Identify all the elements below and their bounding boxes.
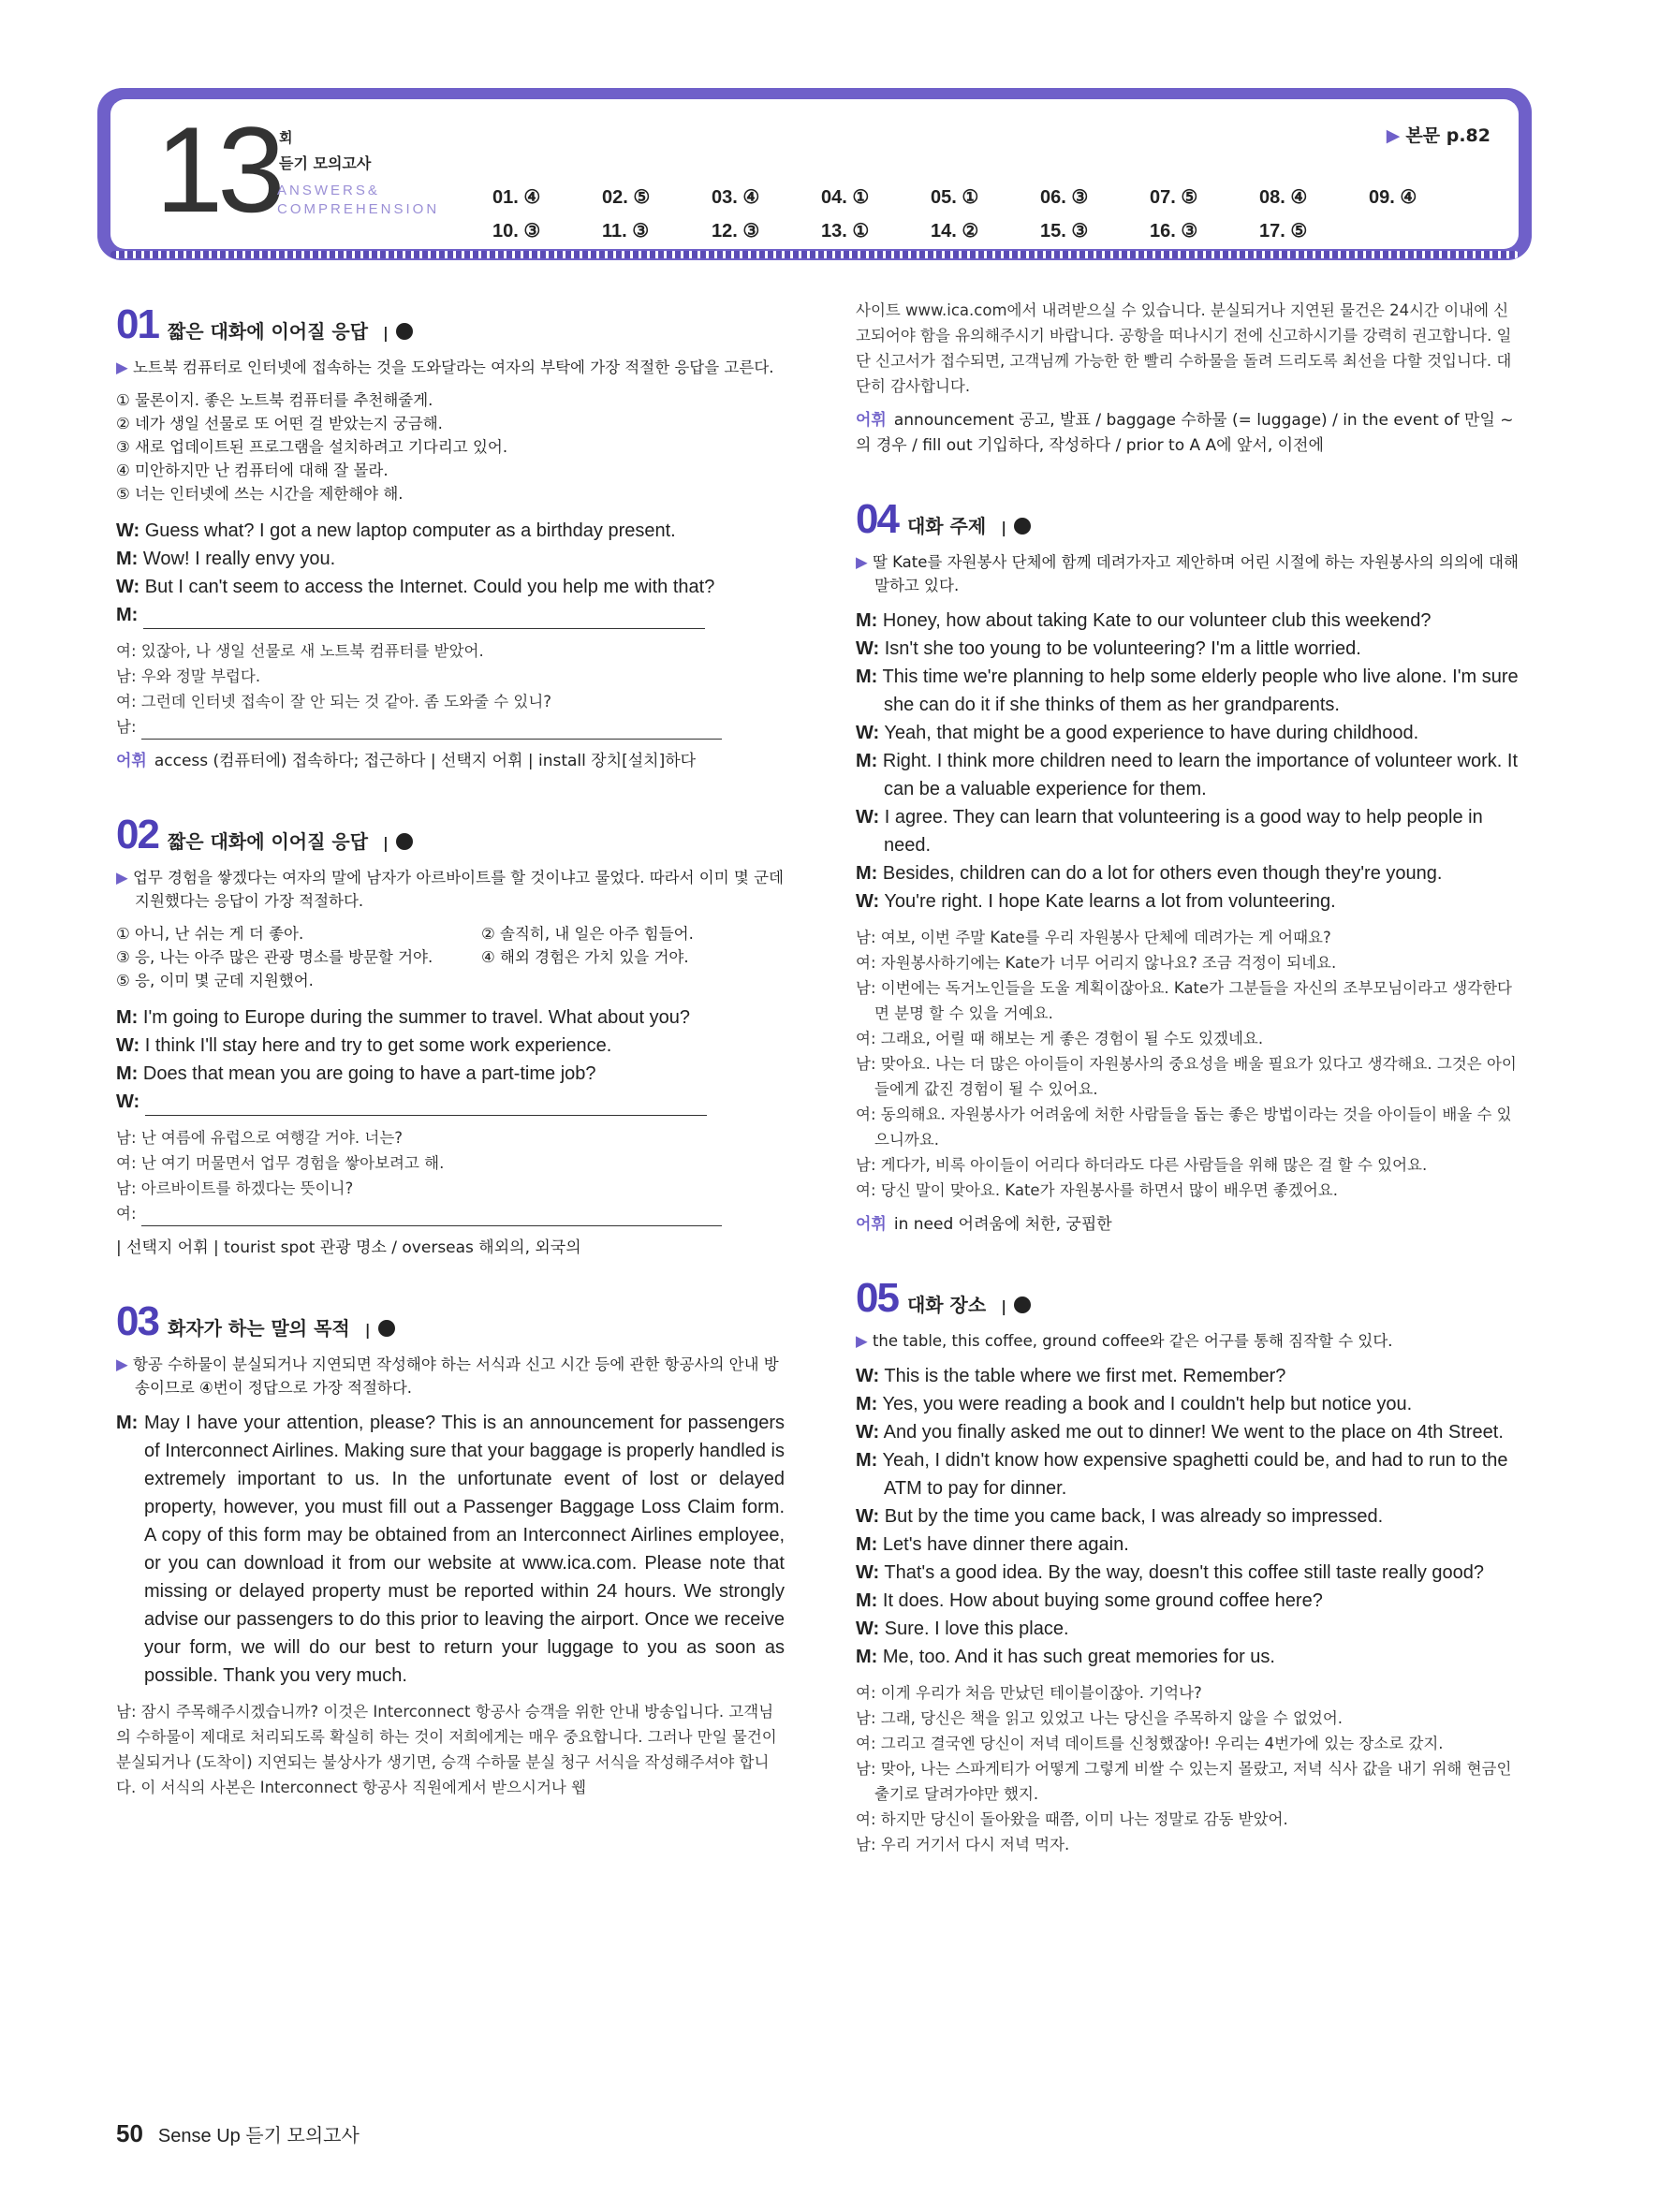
explanation-text: 업무 경험을 쌓겠다는 여자의 말에 남자가 아르바이트를 할 것이냐고 물었다. 따라서 이미 몇 군데 지원했다는 응답이 가장 적절하다. [132,869,784,910]
line-text: Honey, how about taking Kate to our volunteer club this weekend? [882,610,1432,631]
answer-header-panel [110,99,1519,249]
dialogue-line [856,859,1522,887]
translation-line [116,1201,785,1226]
speaker-label: W: [856,1422,880,1443]
speaker-label: W: [856,1506,880,1527]
explanation-text: the table, this coffee, ground coffee와 같은 어구를 통해 짐작할 수 있다. [872,1332,1393,1350]
section-number: 04 [856,496,898,542]
translation-line [856,1706,1522,1731]
answer-item: 14. ② [931,221,979,242]
page-footer [116,2119,360,2148]
section-title: 대화 장소 [906,1294,987,1316]
speaker-label: 여: [116,642,137,660]
dialogue-line [856,1390,1522,1418]
korean-text: 사이트 www.ica.com에서 내려받으실 수 있습니다. 분실되거나 지연된 물건은 24시간 이내에 신고되어야 함을 유의해주시기 바랍니다. 공항을 떠나시기 전에 신고하시기를 강력히 권고합니다. 일단 신고서가 접수되면, 고객님께 가능한 한 빨리 수하물을 돌려 드리도록 최선을 다할 것입니다. 대단히 감사합니다. [856,301,1512,395]
korean-translation-continued [856,298,1522,399]
translation-line [116,1125,785,1150]
speaker-label: 남: [856,1156,876,1174]
line-text: Yeah, I didn't know how expensive spaghetti could be, and had to run to the ATM to pay for dinner. [882,1450,1508,1499]
dialogue-line [856,1418,1522,1446]
answer-item: 06. ③ [1040,187,1089,208]
subtitle-line2: COMPREHENSION [277,201,440,217]
line-text: It does. How about buying some ground coffee here? [882,1590,1323,1611]
vocabulary [856,408,1522,459]
triangle-icon: ▶ [856,1332,873,1350]
translation-line [116,638,785,664]
vocab-text: | 선택지 어휘 | tourist spot 관광 명소 / overseas 해외의, 외국의 [116,1238,581,1257]
answer-item: 10. ③ [492,221,541,242]
speaker-label: 여: [116,1205,137,1223]
speaker-label: M: [116,605,139,625]
option-item: ① 물론이지. 좋은 노트북 컴퓨터를 추천해줄게. [116,391,433,409]
subtitle-line1: ANSWERS& [277,183,380,198]
answer-item: 16. ③ [1150,221,1198,242]
speaker-label: 남: [116,1179,137,1197]
line-text: May I have your attention, please? This is an announcement for passengers of Interconnect Airlines. Making sure that your baggage is properly handled is extremely important to us. In the unfortunate event of lost or delayed property, however, you must fill out a Passenger Baggage Loss Claim form. A copy of this form may be obtained from an Interconnect Airlines employee, or you can download it from our website at www.ica.com. Please note that missing or delayed property must be reported within 24 hours. We strongly advise our passengers to do this prior to leaving the airport. Once we receive your form, we will do our best to return your luggage to you as soon as possible. Thank you very much. [143,1413,785,1686]
line-text: 그런데 인터넷 접속이 잘 안 되는 것 같아. 좀 도와줄 수 있니? [140,693,552,710]
line-text: And you finally asked me out to dinner! We went to the place on 4th Street. [883,1422,1504,1443]
explanation [116,1353,785,1399]
line-text: Yes, you were reading a book and I couldn't help but notice you. [882,1394,1413,1414]
dialogue-line [856,747,1522,803]
section-title: 짧은 대화에 이어질 응답 [167,320,369,343]
line-text: Yeah, that might be a good experience to have during childhood. [884,723,1419,743]
speaker-label: 여: [856,954,876,972]
speaker-label: 남: [856,1836,876,1853]
answer-blank [141,724,722,740]
test-number: 13 [155,101,280,238]
vocab-tag: 어휘 [856,1215,887,1234]
speaker-label: 남: [116,667,137,685]
vocabulary [116,749,785,774]
korean-translation [856,1680,1522,1857]
speaker-label: W: [856,638,880,659]
dialogue-line [856,1362,1522,1390]
line-text: Sure. I love this place. [884,1619,1069,1639]
section-05-heading [856,1275,1522,1324]
dialogue-line [856,719,1522,747]
answer-item: 09. ④ [1369,187,1417,208]
line-text: 이번에는 독거노인들을 도울 계획이잖아요. Kate가 그분들을 자신의 조부모님이라고 생각한다면 분명 할 수 있을 거예요. [874,979,1512,1022]
difficulty-dot-icon [378,1320,395,1337]
vocab-text: in need 어려움에 처한, 궁핍한 [893,1215,1112,1234]
difficulty-dot-icon [1014,1296,1031,1313]
speaker-label: M: [856,1590,878,1611]
speaker-label: W: [116,520,140,541]
speaker-label: M: [856,1394,878,1414]
speaker-label: 남: [856,1055,876,1073]
vocab-tag: 어휘 [856,411,887,430]
line-text: 그래요, 어릴 때 해보는 게 좋은 경험이 될 수도 있겠네요. [880,1030,1264,1047]
speaker-label: M: [856,1450,878,1471]
dialogue-line [856,1502,1522,1531]
answer-item: 11. ③ [602,221,650,242]
line-text: Let's have dinner there again. [882,1534,1129,1555]
line-text: 우와 정말 부럽다. [140,667,261,685]
explanation [116,866,785,913]
option-item: ③ 응, 나는 아주 많은 관광 명소를 방문할 거야. [116,948,433,966]
left-column [116,301,785,1809]
option-item: ② 솔직히, 내 일은 아주 힘들어. [481,925,694,943]
speaker-label: W: [856,1619,880,1639]
line-text: 동의해요. 자원봉사가 어려움에 처한 사람들을 돕는 좋은 방법이라는 것을 아이들이 배울 수 있으니까요. [874,1106,1512,1149]
line-text: 우리 거기서 다시 저녁 먹자. [880,1836,1070,1853]
answer-item: 02. ⑤ [602,187,651,208]
page-number: 50 [116,2119,143,2147]
translation-line [856,1102,1522,1152]
speaker-label: 여: [116,693,137,710]
line-text: 자원봉사하기에는 Kate가 너무 어리지 않나요? 조금 걱정이 되네요. [880,954,1337,972]
dialogue-line [856,663,1522,719]
line-text: 여보, 이번 주말 Kate를 우리 자원봉사 단체에 데려가는 게 어때요? [880,929,1331,946]
triangle-icon: ▶ [1386,125,1401,146]
answer-item: 01. ④ [492,187,541,208]
translation-line [856,975,1522,1026]
dialogue-line [856,607,1522,635]
option-item: ② 네가 생일 선물로 또 어떤 걸 받았는지 궁금해. [116,415,443,432]
answer-blank [141,1210,722,1226]
line-text: 하지만 당신이 돌아왔을 때쯤, 이미 나는 정말로 감동 받았어. [880,1810,1288,1828]
line-text: Wow! I really envy you. [142,549,336,569]
speaker-label: 여: [856,1181,876,1199]
dialogue-line [856,635,1522,663]
korean-translation [856,925,1522,1203]
answers-subtitle [277,182,439,219]
difficulty-dot-icon [1014,518,1031,535]
section-03-heading [116,1298,785,1347]
translation-line [116,664,785,689]
section-title: 짧은 대화에 이어질 응답 [167,830,369,853]
vocab-text: access (컴퓨터에) 접속하다; 접근하다 | 선택지 어휘 | install 장치[설치]하다 [154,752,697,770]
dialogue-line [116,1003,785,1032]
divider: | [383,324,389,342]
speaker-label: M: [116,1413,139,1433]
translation-line [856,1051,1522,1102]
page-ref-text: 본문 p.82 [1405,125,1490,146]
speaker-label: M: [116,1063,139,1084]
translation-line [856,1152,1522,1178]
triangle-icon: ▶ [116,1355,133,1373]
option-item: ⑤ 너는 인터넷에 쓰는 시간을 제한해야 해. [116,485,404,503]
line-text: 맞아, 나는 스파게티가 어떻게 그렇게 비쌀 수 있는지 몰랐고, 저녁 식사 값을 내기 위해 현금인출기로 달려가야만 했지. [874,1760,1512,1803]
section-04-heading [856,496,1522,545]
section-01-heading [116,301,785,350]
vocab-tag: 어휘 [116,752,147,770]
line-text: 맞아요. 나는 더 많은 아이들이 자원봉사의 중요성을 배울 필요가 있다고 생각해요. 그것은 아이들에게 값진 경험이 될 수 있어요. [874,1055,1517,1098]
answer-blank [143,611,705,629]
answer-item: 07. ⑤ [1150,187,1198,208]
speaker-label: 남: [856,1760,876,1778]
speaker-label: W: [116,1035,140,1056]
dialogue-line [856,1531,1522,1559]
answer-blank [145,1098,707,1116]
explanation [856,1329,1522,1353]
speaker-label: 남: [856,929,876,946]
line-text: That's a good idea. By the way, doesn't this coffee still taste really good? [884,1562,1484,1583]
answer-item: 05. ① [931,187,979,208]
dialogue-line [116,1032,785,1060]
line-text: But by the time you came back, I was already so impressed. [884,1506,1384,1527]
dialogue-line [116,601,785,629]
dialogue-line [856,1559,1522,1587]
dialogue-line [116,1060,785,1088]
option-item: ⑤ 응, 이미 몇 군데 지원했어. [116,972,314,989]
section-02-heading [116,812,785,860]
line-text: Guess what? I got a new laptop computer as a birthday present. [144,520,676,541]
vocab-text: announcement 공고, 발표 / baggage 수하물 (= luggage) / in the event of 만일 ~의 경우 / fill out 기입하다, 작성하다 / prior to A A에 앞서, 이전에 [856,411,1514,455]
speaker-label: M: [856,863,878,884]
explanation-text: 딸 Kate를 자원봉사 단체에 함께 데려가자고 제안하며 어린 시절에 하는 자원봉사의 의의에 대해 말하고 있다. [872,553,1519,594]
explanation-text: 노트북 컴퓨터로 인터넷에 접속하는 것을 도와달라는 여자의 부탁에 가장 적절한 응답을 고른다. [132,359,774,376]
line-text: 아르바이트를 하겠다는 뜻이니? [140,1179,354,1197]
line-text: 그래, 당신은 책을 읽고 있었고 나는 당신을 주목하지 않을 수 없었어. [880,1709,1344,1727]
speaker-label: M: [856,610,878,631]
translation-line [856,1026,1522,1051]
difficulty-dot-icon [396,833,413,850]
section-number: 03 [116,1298,158,1344]
vocabulary [856,1212,1522,1238]
speaker-label: W: [116,577,140,597]
triangle-icon: ▶ [116,359,133,376]
answer-item: 04. ① [821,187,870,208]
speaker-label: W: [856,891,880,912]
speaker-label: W: [856,1366,880,1386]
dialogue [116,1409,785,1690]
dialogue-line [116,517,785,545]
line-text: Right. I think more children need to learn the importance of volunteer work. It can be a valuable experience for them. [882,751,1519,799]
translation-line [856,1178,1522,1203]
dialogue-line [116,1088,785,1116]
line-text: Me, too. And it has such great memories for us. [882,1647,1275,1667]
speaker-label: W: [856,1562,880,1583]
line-text: This time we're planning to help some elderly people who live alone. I'm sure she can do it if she thinks of them as her grandparents. [882,667,1519,715]
line-text: Besides, children can do a lot for others even though they're young. [882,863,1443,884]
dialogue-line [856,1615,1522,1643]
translation-line [856,1731,1522,1756]
dialogue-line [116,545,785,573]
translation-line [116,689,785,714]
speaker-label: W: [856,807,880,828]
triangle-icon: ▶ [856,553,873,571]
options-list [116,388,785,505]
translation-line [116,1150,785,1176]
line-text: 그리고 결국엔 당신이 저녁 데이트를 신청했잖아! 우리는 4번가에 있는 장소로 갔지. [880,1735,1444,1752]
explanation-text: 항공 수하물이 분실되거나 지연되면 작성해야 하는 서식과 신고 시간 등에 관한 항공사의 안내 방송이므로 ④번이 정답으로 가장 적절하다. [132,1355,779,1397]
triangle-icon: ▶ [116,869,133,886]
section-number: 01 [116,301,158,347]
option-item: ① 아니, 난 쉬는 게 더 좋아. [116,925,304,943]
section-number: 05 [856,1275,898,1321]
explanation [116,356,785,379]
speaker-label: M: [856,751,878,771]
right-column [856,298,1522,1867]
answer-item: 13. ① [821,221,870,242]
speaker-label: 여: [116,1154,137,1172]
translation-line [116,714,785,740]
speaker-label: 남: [856,1709,876,1727]
speaker-label: 여: [856,1735,876,1752]
dialogue [856,607,1522,916]
line-text: You're right. I hope Kate learns a lot from volunteering. [884,891,1336,912]
translation-line [856,925,1522,950]
line-text: Does that mean you are going to have a part-time job? [142,1063,596,1084]
divider: | [1001,519,1007,536]
dialogue-line [856,1587,1522,1615]
dialogue [116,517,785,629]
section-title: 대화 주제 [906,515,987,537]
header-stripe [110,251,1519,258]
translation-line [856,1832,1522,1857]
page-reference [1387,122,1490,147]
vocabulary [116,1236,785,1261]
explanation [856,550,1522,597]
dialogue [116,1003,785,1116]
dialogue-line [116,1409,785,1690]
option-item: ④ 미안하지만 난 컴퓨터에 대해 잘 몰라. [116,461,389,479]
option-item: ③ 새로 업데이트된 프로그램을 설치하려고 기다리고 있어. [116,438,508,456]
divider: | [383,834,389,852]
dialogue-line [116,573,785,601]
korean-translation [116,1125,785,1226]
line-text: But I can't seem to access the Internet. Could you help me with that? [144,577,715,597]
speaker-label: 남: [116,1129,137,1147]
line-text: Isn't she too young to be volunteering? I'm a little worried. [884,638,1361,659]
translation-line [116,1176,785,1201]
line-text: 당신 말이 맞아요. Kate가 자원봉사를 하면서 많이 배우면 좋겠어요. [880,1181,1338,1199]
speaker-label: 여: [856,1030,876,1047]
translation-line [856,1680,1522,1706]
speaker-label: 여: [856,1810,876,1828]
line-text: This is the table where we first met. Remember? [884,1366,1286,1386]
section-number: 02 [116,812,158,857]
translation-line [856,950,1522,975]
speaker-label: W: [116,1091,140,1112]
dialogue-line [856,803,1522,859]
answer-item: 08. ④ [1259,187,1308,208]
line-text: 있잖아, 나 생일 선물로 새 노트북 컴퓨터를 받았어. [140,642,484,660]
dialogue-line [856,887,1522,916]
test-hoe: 회 [279,129,293,146]
line-text: I agree. They can learn that volunteering is a good way to help people in need. [884,807,1483,856]
speaker-label: M: [116,1007,139,1028]
speaker-label: W: [856,723,880,743]
translation-line [856,1756,1522,1807]
answer-item: 03. ④ [712,187,760,208]
answer-header [97,88,1532,260]
answer-item: 17. ⑤ [1259,221,1308,242]
line-text: 난 여름에 유럽으로 여행갈 거야. 너는? [140,1129,404,1147]
speaker-label: M: [856,667,878,687]
korean-translation [116,1699,785,1800]
line-text: 난 여기 머물면서 업무 경험을 쌓아보려고 해. [140,1154,445,1172]
dialogue [856,1362,1522,1671]
korean-translation [116,638,785,740]
divider: | [1001,1297,1007,1315]
book-title: Sense Up 듣기 모의고사 [157,2126,360,2146]
dialogue-line [856,1643,1522,1671]
speaker-label: 남: [856,979,876,997]
dialogue-line [856,1446,1522,1502]
difficulty-dot-icon [396,323,413,340]
line-text: 게다가, 비록 아이들이 어리다 하더라도 다른 사람들을 위해 많은 걸 할 수 있어요. [880,1156,1428,1174]
test-title: 듣기 모의고사 [279,154,372,172]
line-text: I'm going to Europe during the summer to travel. What about you? [142,1007,691,1028]
speaker-label: M: [856,1534,878,1555]
section-title: 화자가 하는 말의 목적 [167,1317,350,1340]
translation-line [856,1807,1522,1832]
speaker-label: 여: [856,1106,876,1123]
speaker-label: M: [116,549,139,569]
speaker-label: M: [856,1647,878,1667]
answer-item: 12. ③ [712,221,760,242]
korean-text: 남: 잠시 주목해주시겠습니까? 이것은 Interconnect 항공사 승객을 위한 안내 방송입니다. 고객님의 수하물이 제대로 처리되도록 확실히 하는 것이 저희에게는 매우 중요합니다. 그러나 만일 물건이 분실되거나 (도착이) 지연되는 불상사가 생기면, 승객 수하물 분실 청구 서식을 작성해주셔야 합니다. 이 서식의 사본은 Interconnect 항공사 직원에게서 받으시거나 웹 [116,1703,777,1796]
line-text: 이게 우리가 처음 만났던 테이블이잖아. 기억나? [880,1684,1202,1702]
answer-item: 15. ③ [1040,221,1089,242]
options-list [116,922,785,992]
divider: | [364,1321,371,1339]
speaker-label: 여: [856,1684,876,1702]
line-text: I think I'll stay here and try to get some work experience. [144,1035,612,1056]
option-item: ④ 해외 경험은 가치 있을 거야. [481,948,689,966]
speaker-label: 남: [116,718,137,736]
